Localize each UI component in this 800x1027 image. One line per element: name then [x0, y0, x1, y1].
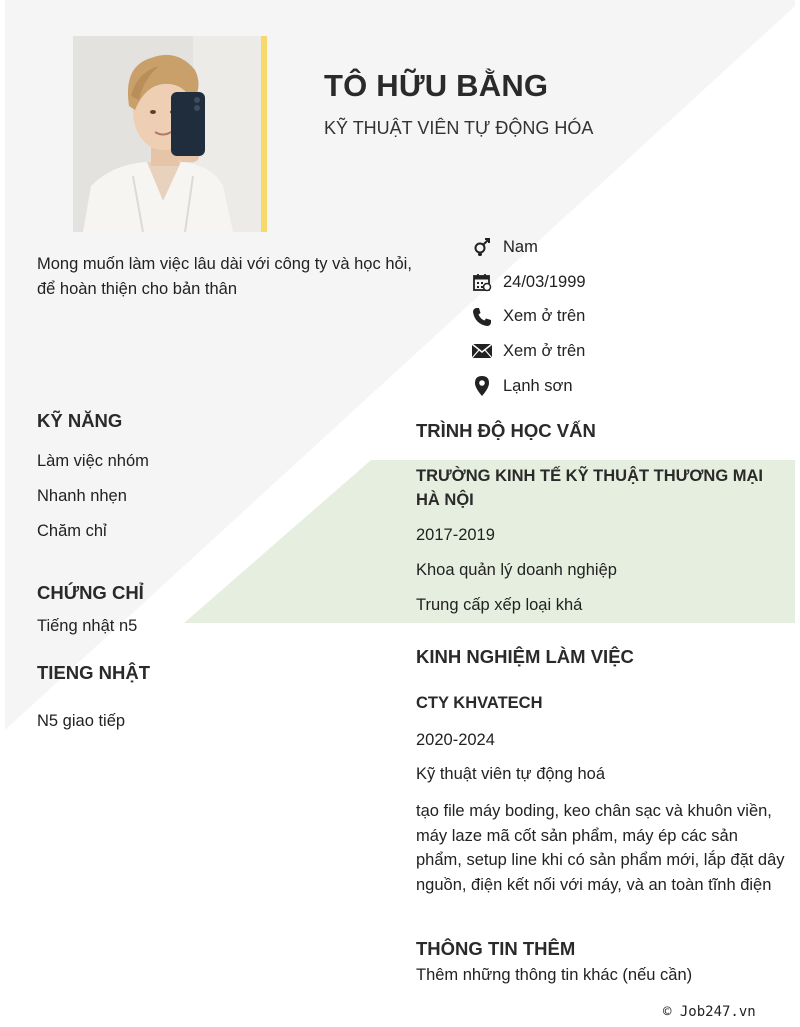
career-objective: Mong muốn làm việc lâu dài với công ty và học hỏi, để hoàn thiện cho bản thân: [37, 255, 412, 298]
experience-heading: KINH NGHIỆM LÀM VIỆC: [416, 646, 634, 667]
job-title: KỸ THUẬT VIÊN TỰ ĐỘNG HÓA: [324, 118, 594, 138]
calendar-icon: [471, 271, 493, 293]
gender-value: Nam: [503, 237, 538, 256]
additional-info-text: Thêm những thông tin khác (nếu cần): [416, 966, 693, 984]
additional-info-heading: THÔNG TIN THÊM: [416, 938, 576, 959]
skills-heading: KỸ NĂNG: [37, 410, 123, 431]
japanese-heading: TIENG NHẬT: [37, 662, 151, 683]
skill-item: Nhanh nhẹn: [37, 487, 127, 505]
phone-value: Xem ở trên: [503, 307, 586, 326]
contact-birthday: [471, 265, 781, 300]
contact-address: [471, 369, 781, 404]
gender-icon: [471, 236, 493, 258]
email-value: Xem ở trên: [503, 341, 586, 360]
contact-phone: [471, 299, 781, 334]
address-value: Lạnh sơn: [503, 376, 573, 395]
profile-photo: [73, 36, 267, 232]
certificate-item: Tiếng nhật n5: [37, 617, 138, 635]
company-name: CTY KHVATECH: [416, 694, 543, 712]
contact-info-list: [471, 230, 781, 403]
birthday-value: 24/03/1999: [503, 272, 586, 291]
contact-gender: [471, 230, 781, 265]
education-heading: TRÌNH ĐỘ HỌC VẤN: [416, 420, 596, 441]
education-major: Khoa quản lý doanh nghiệp: [416, 561, 617, 579]
footer-copyright: © Job247.vn: [663, 1004, 756, 1020]
skill-item: Làm việc nhóm: [37, 452, 149, 470]
skill-item: Chăm chỉ: [37, 522, 107, 540]
location-pin-icon: [471, 375, 493, 397]
experience-period: 2020-2024: [416, 731, 495, 749]
experience-description: tạo file máy boding, keo chân sạc và khuôn viền, máy laze mã cốt sản phẩm, máy ép các sản phẩm, setup line khi có sản phẩm mới, lắp đặt dây nguồn, điện kết nối với máy, và an toàn tĩnh điện: [416, 802, 785, 894]
experience-position: Kỹ thuật viên tự động hoá: [416, 765, 606, 783]
email-icon: [471, 340, 493, 362]
education-period: 2017-2019: [416, 526, 495, 544]
school-name: TRƯỜNG KINH TẾ KỸ THUẬT THƯƠNG MẠI HÀ NỘI: [416, 467, 764, 509]
japanese-item: N5 giao tiếp: [37, 712, 126, 730]
education-result: Trung cấp xếp loại khá: [416, 596, 583, 614]
contact-email: [471, 334, 781, 369]
phone-icon: [471, 306, 493, 328]
certificates-heading: CHỨNG CHỈ: [37, 582, 144, 603]
candidate-name: TÔ HỮU BẰNG: [324, 68, 549, 103]
